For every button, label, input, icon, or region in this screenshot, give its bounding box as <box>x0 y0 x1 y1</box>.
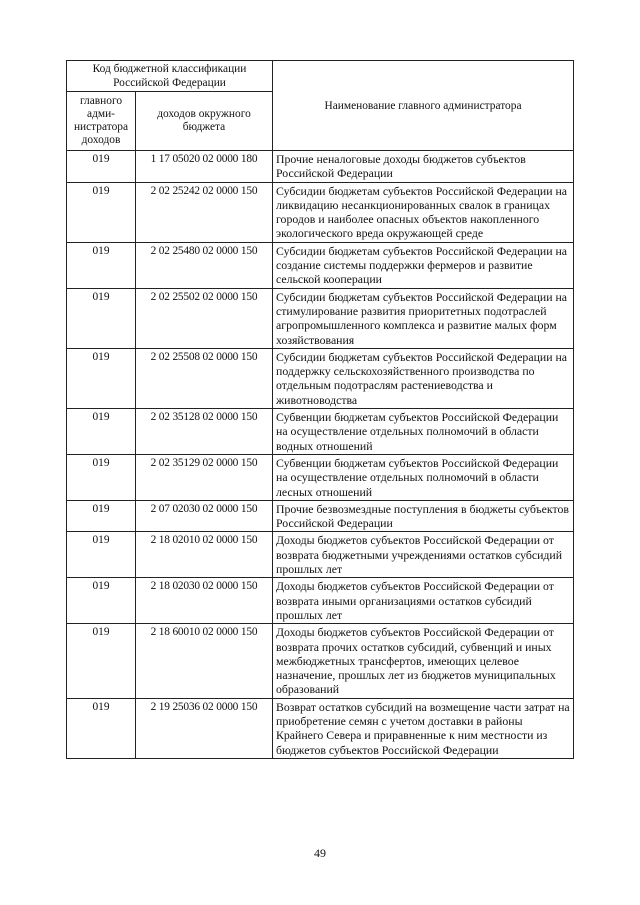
table-row <box>67 500 574 532</box>
administrator-name-cell: Субсидии бюджетам субъектов Российской Федерации на стимулирование развития приоритетных подотраслей агропромышленного комплекса и развитие малых форм хозяйствования <box>273 288 574 348</box>
administrator-name-header: Наименование главного администратора <box>273 61 574 151</box>
table-row <box>67 532 574 578</box>
revenue-code-cell: 2 19 25036 02 0000 150 <box>136 698 273 758</box>
admin-code-cell: 019 <box>67 288 136 348</box>
revenue-code-cell: 2 07 02030 02 0000 150 <box>136 500 273 532</box>
administrator-name-cell: Субвенции бюджетам субъектов Российской Федерации на осуществление отдельных полномочий в области водных отношений <box>273 409 574 455</box>
administrator-name-cell: Субвенции бюджетам субъектов Российской Федерации на осуществление отдельных полномочий в области лесных отношений <box>273 454 574 500</box>
admin-code-cell: 019 <box>67 151 136 183</box>
revenue-code-cell: 2 18 60010 02 0000 150 <box>136 624 273 698</box>
revenue-code-header: доходов окружного бюджета <box>136 92 273 151</box>
administrator-name-cell: Субсидии бюджетам субъектов Российской Федерации на создание системы поддержки фермеров и развитие сельской кооперации <box>273 242 574 288</box>
table-header <box>67 61 574 151</box>
revenue-code-cell: 2 18 02010 02 0000 150 <box>136 532 273 578</box>
revenue-code-cell: 2 02 25508 02 0000 150 <box>136 348 273 408</box>
administrator-name-cell: Прочие неналоговые доходы бюджетов субъектов Российской Федерации <box>273 151 574 183</box>
admin-code-cell: 019 <box>67 454 136 500</box>
table-row <box>67 624 574 698</box>
admin-code-cell: 019 <box>67 500 136 532</box>
admin-code-cell: 019 <box>67 242 136 288</box>
administrator-name-cell: Доходы бюджетов субъектов Российской Федерации от возврата бюджетными учреждениями остатков субсидий прошлых лет <box>273 532 574 578</box>
revenue-code-cell: 2 02 25480 02 0000 150 <box>136 242 273 288</box>
revenue-code-cell: 2 02 35128 02 0000 150 <box>136 409 273 455</box>
revenue-code-cell: 2 02 25242 02 0000 150 <box>136 182 273 242</box>
administrator-name-cell: Возврат остатков субсидий на возмещение части затрат на приобретение семян с учетом доставки в районы Крайнего Севера и приравненные к ним местности из бюджетов субъектов Российской Федерации <box>273 698 574 758</box>
admin-code-cell: 019 <box>67 532 136 578</box>
classification-code-header: Код бюджетной классификации Российской Федерации <box>67 61 273 92</box>
admin-code-cell: 019 <box>67 409 136 455</box>
table-row <box>67 242 574 288</box>
revenue-code-cell: 2 02 25502 02 0000 150 <box>136 288 273 348</box>
administrator-name-cell: Прочие безвозмездные поступления в бюджеты субъектов Российской Федерации <box>273 500 574 532</box>
administrator-name-cell: Субсидии бюджетам субъектов Российской Федерации на ликвидацию несанкционированных свалок в границах городов и наиболее опасных объектов накопленного экологического вреда окружающей среде <box>273 182 574 242</box>
table-row <box>67 182 574 242</box>
administrator-name-cell: Доходы бюджетов субъектов Российской Федерации от возврата прочих остатков субсидий, субвенций и иных межбюджетных трансфертов, имеющих целевое назначение, прошлых лет из бюджетов муниципальных образований <box>273 624 574 698</box>
admin-code-cell: 019 <box>67 624 136 698</box>
admin-code-cell: 019 <box>67 578 136 624</box>
admin-code-header: главного адми-нистратора доходов <box>67 92 136 151</box>
table-row <box>67 578 574 624</box>
table-row <box>67 151 574 183</box>
revenue-code-cell: 2 18 02030 02 0000 150 <box>136 578 273 624</box>
administrator-name-cell: Доходы бюджетов субъектов Российской Федерации от возврата иными организациями остатков субсидий прошлых лет <box>273 578 574 624</box>
table-row <box>67 348 574 408</box>
table-body <box>67 151 574 759</box>
admin-code-cell: 019 <box>67 182 136 242</box>
revenue-code-cell: 2 02 35129 02 0000 150 <box>136 454 273 500</box>
table-row <box>67 288 574 348</box>
table-row <box>67 409 574 455</box>
admin-code-cell: 019 <box>67 698 136 758</box>
admin-code-cell: 019 <box>67 348 136 408</box>
page-number: 49 <box>314 846 326 860</box>
table-row <box>67 698 574 758</box>
budget-classification-table <box>66 60 574 759</box>
table-row <box>67 454 574 500</box>
administrator-name-cell: Субсидии бюджетам субъектов Российской Федерации на поддержку сельскохозяйственного производства по отдельным подотраслям растениеводства и животноводства <box>273 348 574 408</box>
revenue-code-cell: 1 17 05020 02 0000 180 <box>136 151 273 183</box>
